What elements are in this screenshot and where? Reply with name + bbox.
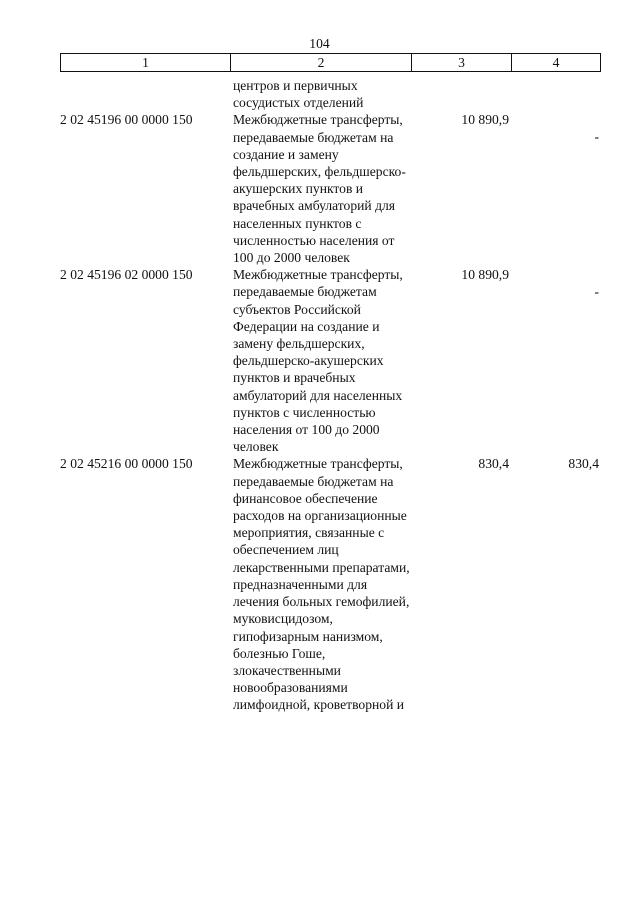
- value-col-4: 830,4: [568, 456, 599, 472]
- item-name: Межбюджетные трансферты, передаваемые бюджетам на финансовое обеспечение расходов на организационные мероприятия, связанные с обеспечением лиц лекарственными препаратами, предназначенными для лечения больных гемофилией, муковисцидозом, гипофизарным нанизмом, болезнью Гоше, злокачественными новообразованиями лимфоидной, кроветворной и: [233, 456, 410, 713]
- page-number: 104: [309, 36, 330, 51]
- budget-code: 2 02 45216 00 0000 150: [60, 456, 193, 472]
- table-row: [60, 111, 601, 266]
- value-col-3: 10 890,9: [461, 112, 509, 128]
- header-col-1: 1: [61, 54, 231, 71]
- value-col-3: 10 890,9: [461, 267, 509, 283]
- item-name: Межбюджетные трансферты, передаваемые бюджетам субъектов Российской Федерации на создание и замену фельдшерских, фельдшерско-акушерских пунктов и врачебных амбулаторий для населенных пунктов с численностью населения от 100 до 2000 человек: [233, 267, 403, 455]
- continued-name-text: центров и первичных сосудистых отделений: [233, 78, 364, 111]
- header-col-2: 2: [231, 54, 412, 71]
- value-col-4: -: [594, 284, 599, 300]
- value-col-4: -: [594, 129, 599, 145]
- budget-code: 2 02 45196 02 0000 150: [60, 267, 193, 283]
- table-row: [60, 455, 601, 713]
- header-col-3: 3: [412, 54, 512, 71]
- item-name: Межбюджетные трансферты, передаваемые бюджетам на создание и замену фельдшерских, фельдшерско-акушерских пунктов и врачебных амбулаторий для населенных пунктов с численностью населения от 100 до 2000 человек: [233, 112, 406, 266]
- value-col-3: 830,4: [478, 456, 509, 472]
- header-col-4: 4: [552, 55, 560, 70]
- budget-code: 2 02 45196 00 0000 150: [60, 112, 193, 128]
- table-header: [60, 53, 601, 72]
- table-body: [60, 77, 601, 714]
- table-row: [60, 266, 601, 455]
